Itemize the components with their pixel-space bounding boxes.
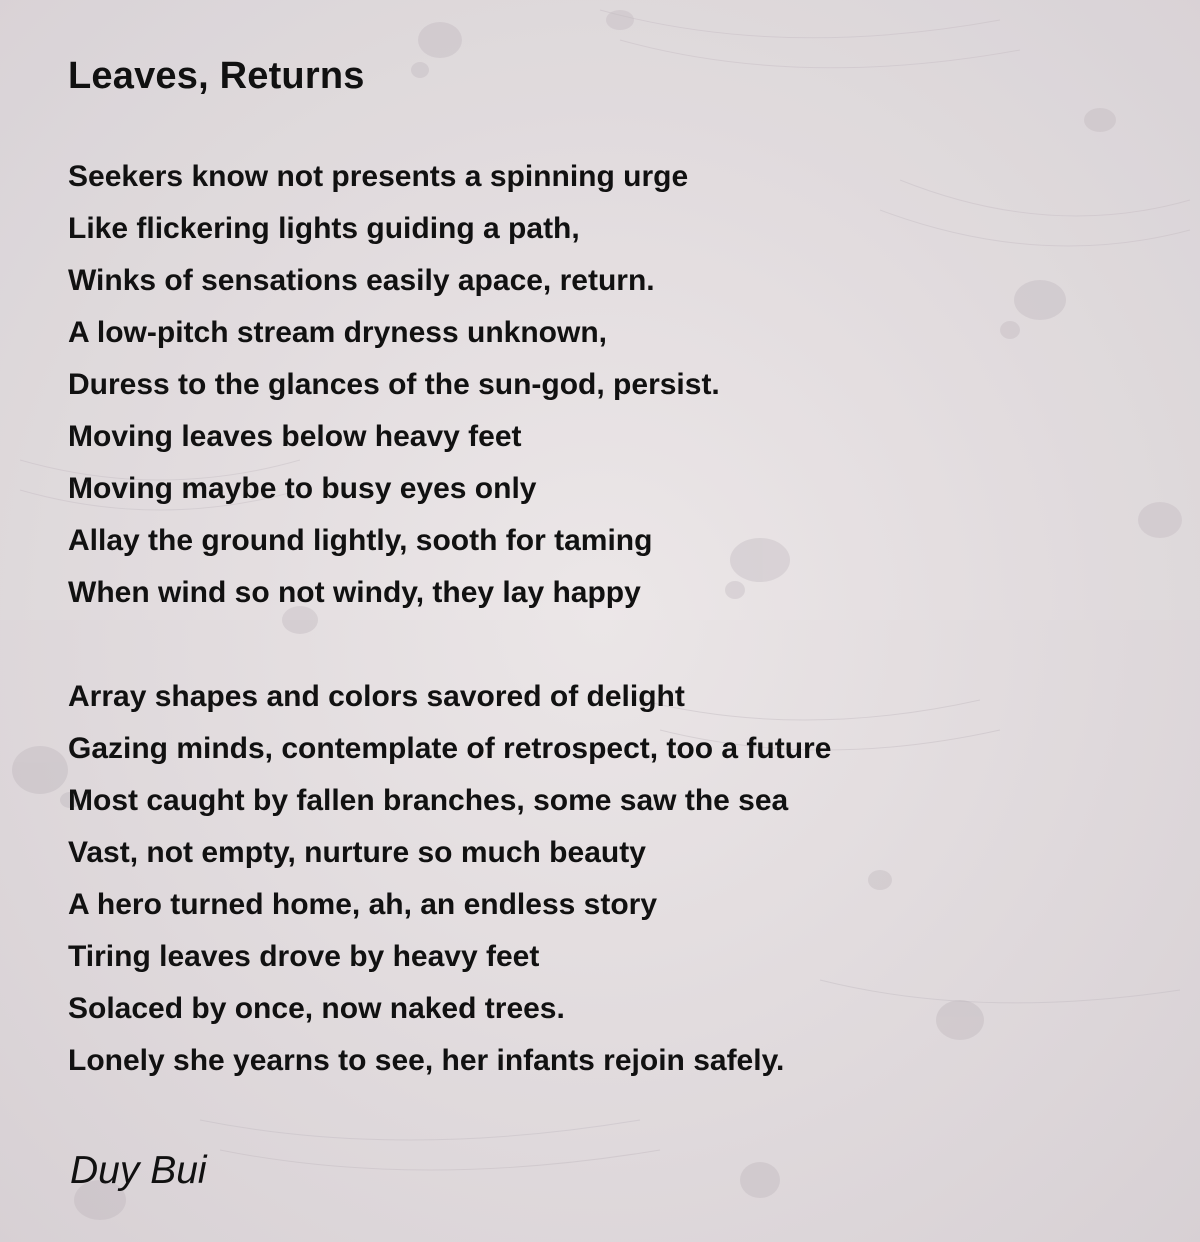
poem-line: Allay the ground lightly, sooth for taming: [68, 524, 653, 557]
poem-line: Gazing minds, contemplate of retrospect, too a future: [68, 732, 832, 765]
poem-container: [68, 52, 1148, 1195]
poem-author: Duy Bui: [70, 1149, 207, 1192]
poem-body: [68, 151, 1148, 1087]
poem-line: Tiring leaves drove by heavy feet: [68, 940, 540, 973]
poem-line: Solaced by once, now naked trees.: [68, 992, 565, 1025]
poem-line: Like flickering lights guiding a path,: [68, 212, 580, 245]
poem-line: Duress to the glances of the sun-god, persist.: [68, 368, 720, 401]
poem-line: Moving maybe to busy eyes only: [68, 472, 537, 505]
poem-line: Vast, not empty, nurture so much beauty: [68, 836, 646, 869]
poem-line: When wind so not windy, they lay happy: [68, 576, 641, 609]
poem-title: Leaves, Returns: [68, 55, 365, 97]
poem-line: A hero turned home, ah, an endless story: [68, 888, 658, 921]
stanza-1: [68, 151, 1148, 619]
stanza-2: [68, 671, 1148, 1087]
poem-line: Lonely she yearns to see, her infants rejoin safely.: [68, 1044, 785, 1077]
poem-line: Seekers know not presents a spinning urge: [68, 160, 689, 193]
poem-line: A low-pitch stream dryness unknown,: [68, 316, 607, 349]
poem-line: Moving leaves below heavy feet: [68, 420, 522, 453]
poem-line: Most caught by fallen branches, some saw the sea: [68, 784, 789, 817]
poem-line: Array shapes and colors savored of delight: [68, 680, 685, 713]
poem-line: Winks of sensations easily apace, return.: [68, 264, 655, 297]
